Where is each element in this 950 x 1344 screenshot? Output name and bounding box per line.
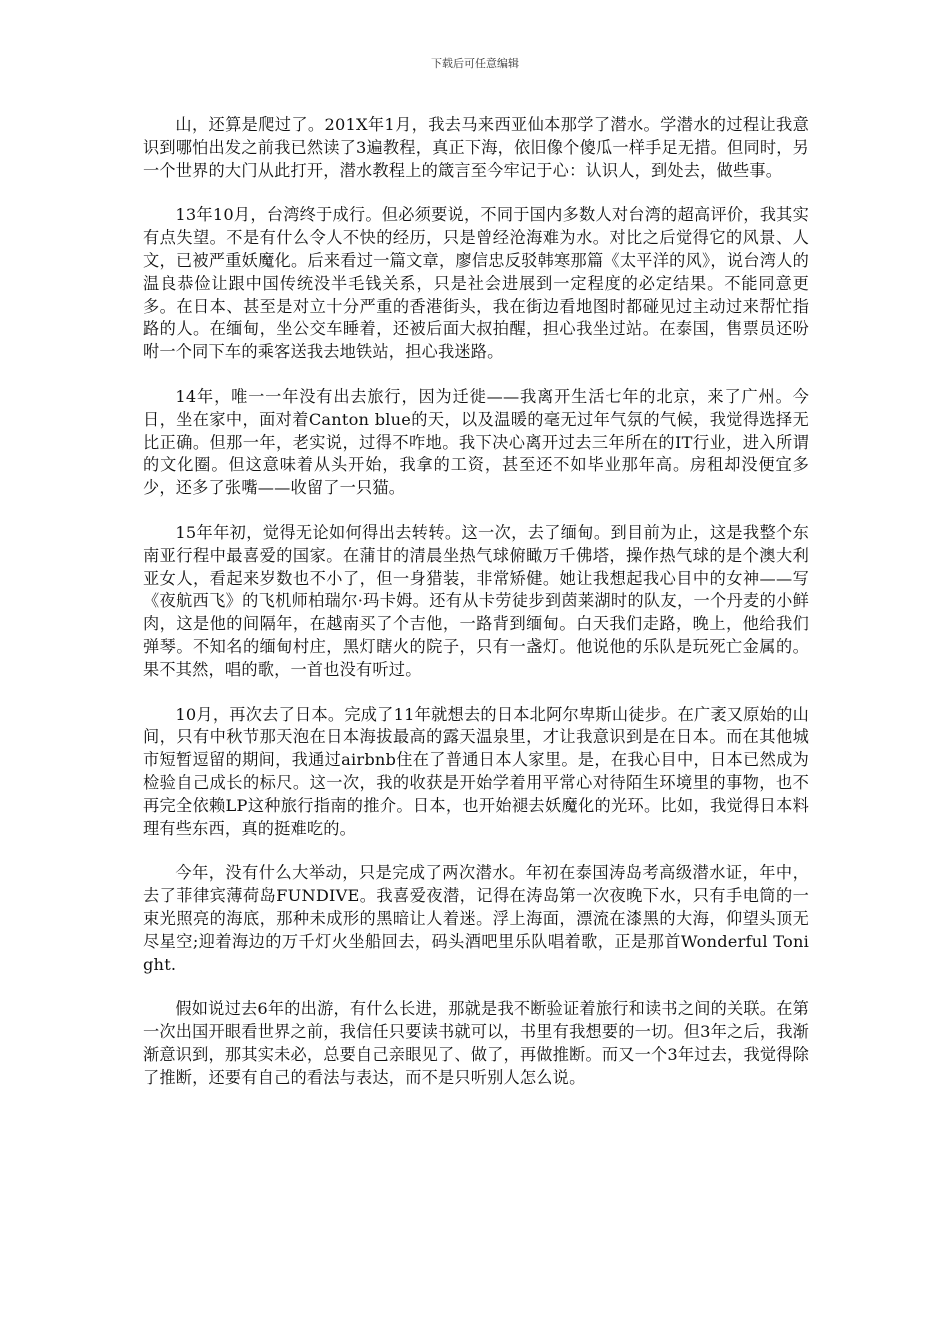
paragraph-5: 10月，再次去了日本。完成了11年就想去的日本北阿尔卑斯山徒步。在广袤又原始的山间，只有中秋节那天泡在日本海拔最高的露天温泉里，才让我意识到是在日本。而在其他城市短暂逗留的期间，我通过airbnb住在了普通日本人家里。是，在我心目中，日本已然成为检验自己成长的标尺。这一次，我的收获是开始学着用平常心对待陌生环境里的事物，也不再完全依赖LP这种旅行指南的推介。日本，也开始褪去妖魔化的光环。比如，我觉得日本料理有些东西，真的挺难吃的。	[143, 704, 809, 838]
paragraph-4: 15年年初，觉得无论如何得出去转转。这一次，去了缅甸。到目前为止，这是我整个东南亚行程中最喜爱的国家。在蒲甘的清晨坐热气球俯瞰万千佛塔，操作热气球的是个澳大利亚女人，看起来岁数也不小了，但一身猎装，非常矫健。她让我想起我心目中的女神——写《夜航西飞》的飞机师柏瑞尔·玛卡姆。还有从卡劳徒步到茵莱湖时的队友，一个丹麦的小鲜肉，这是他的间隔年，在越南买了个吉他，一路背到缅甸。白天我们走路，晚上，他给我们弹琴。不知名的缅甸村庄，黑灯瞎火的院子，只有一盏灯。他说他的乐队是玩死亡金属的。果不其然，唱的歌，一首也没有听过。	[143, 522, 809, 679]
paragraph-7: 假如说过去6年的出游，有什么长进，那就是我不断验证着旅行和读书之间的关联。在第一次出国开眼看世界之前，我信任只要读书就可以，书里有我想要的一切。但3年之后，我渐渐意识到，那其实未必，总要自己亲眼见了、做了，再做推断。而又一个3年过去，我觉得除了推断，还要有自己的看法与表达，而不是只听别人怎么说。	[143, 999, 809, 1087]
paragraph-3: 14年，唯一一年没有出去旅行，因为迁徙——我离开生活七年的北京，来了广州。今日，坐在家中，面对着Canton blue的天，以及温暖的毫无过年气氛的气候，我觉得选择无比正确。但那一年，老实说，过得不咋地。我下决心离开过去三年所在的IT行业，进入所谓的文化圈。但这意味着从头开始，我拿的工资，甚至还不如毕业那年高。房租却没便宜多少，还多了张嘴——收留了一只猫。	[143, 386, 809, 498]
article-body	[143, 114, 809, 1111]
page-header: 下载后可任意编辑	[431, 57, 519, 70]
paragraph-2: 13年10月，台湾终于成行。但必须要说，不同于国内多数人对台湾的超高评价，我其实有点失望。不是有什么令人不快的经历，只是曾经沧海难为水。对比之后觉得它的风景、人文，已被严重妖魔化。后来看过一篇文章，廖信忠反驳韩寒那篇《太平洋的风》，说台湾人的温良恭俭让跟中国传统没半毛钱关系，只是社会进展到一定程度的必定结果。不能同意更多。在日本、甚至是对立十分严重的香港街头，我在街边看地图时都碰见过主动过来帮忙指路的人。在缅甸，坐公交车睡着，还被后面大叔拍醒，担心我坐过站。在泰国，售票员还吩咐一个同下车的乘客送我去地铁站，担心我迷路。	[143, 205, 809, 362]
paragraph-6: 今年，没有什么大举动，只是完成了两次潜水。年初在泰国涛岛考高级潜水证，年中，去了菲律宾薄荷岛FUNDIVE。我喜爱夜潜，记得在涛岛第一次夜晚下水，只有手电筒的一束光照亮的海底，那种未成形的黑暗让人着迷。浮上海面，漂流在漆黑的大海，仰望头顶无尽星空;迎着海边的万千灯火坐船回去，码头酒吧里乐队唱着歌，正是那首Wonderful Tonight.	[143, 863, 809, 974]
paragraph-1: 山，还算是爬过了。201X年1月，我去马来西亚仙本那学了潜水。学潜水的过程让我意识到哪怕出发之前我已然读了3遍教程，真正下海，依旧像个傻瓜一样手足无措。但同时，另一个世界的大门从此打开，潜水教程上的箴言至今牢记于心：认识人，到处去，做些事。	[143, 115, 809, 180]
